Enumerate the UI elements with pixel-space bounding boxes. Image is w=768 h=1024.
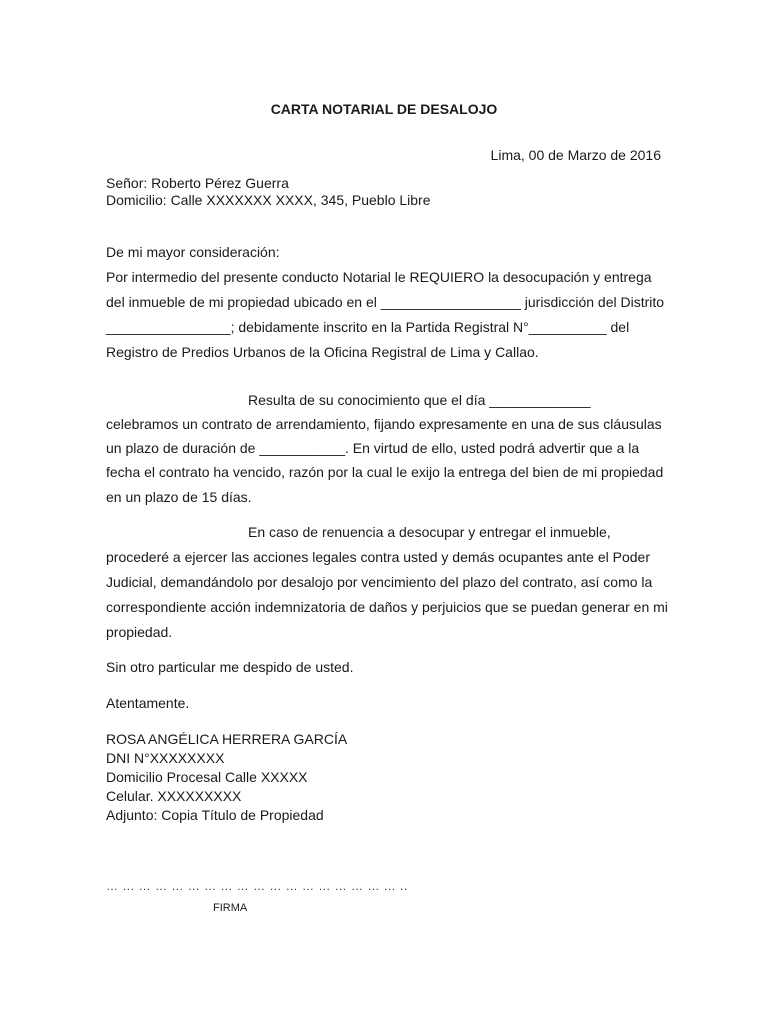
paragraph2-line: Resulta de su conocimiento que el día _____________: [248, 392, 591, 408]
paragraph1-line: Registro de Predios Urbanos de la Oficina Registral de Lima y Callao.: [106, 344, 539, 360]
closing-line: Atentamente.: [106, 695, 190, 711]
recipient-address: Domicilio: Calle XXXXXXX XXXX, 345, Pueblo Libre: [106, 192, 431, 208]
sender-attachment: Adjunto: Copia Título de Propiedad: [106, 807, 324, 823]
date-line: Lima, 00 de Marzo de 2016: [490, 147, 661, 163]
paragraph3-line: Judicial, demandándolo por desalojo por vencimiento del plazo del contrato, así como la: [106, 574, 653, 590]
sender-name: ROSA ANGÉLICA HERRERA GARCÍA: [106, 731, 348, 747]
paragraph1-line: Por intermedio del presente conducto Notarial le REQUIERO la desocupación y entrega: [106, 269, 652, 285]
signature-line: … … … … … … … … … … … … … … … … … … ..: [106, 879, 408, 893]
paragraph1-line: del inmueble de mi propiedad ubicado en el __________________ jurisdicción del Distrito: [106, 294, 665, 310]
closing-line: Sin otro particular me despido de usted.: [106, 659, 354, 675]
document-title: CARTA NOTARIAL DE DESALOJO: [270, 101, 498, 117]
sender-phone: Celular. XXXXXXXXX: [106, 788, 242, 804]
paragraph2-line: un plazo de duración de ___________. En virtud de ello, usted podrá advertir que a la: [106, 440, 640, 456]
paragraph3-line: procederé a ejercer las acciones legales contra usted y demás ocupantes ante el Poder: [106, 549, 650, 565]
paragraph3-line: correspondiente acción indemnizatoria de daños y perjuicios que se puedan generar en mi: [106, 599, 668, 615]
salutation: De mi mayor consideración:: [106, 244, 280, 260]
paragraph2-line: en un plazo de 15 días.: [106, 489, 252, 505]
sender-address: Domicilio Procesal Calle XXXXX: [106, 769, 308, 785]
signature-label: FIRMA: [213, 902, 248, 914]
sender-dni: DNI N°XXXXXXXX: [106, 750, 225, 766]
paragraph3-line: propiedad.: [106, 624, 173, 640]
paragraph1-line: ________________; debidamente inscrito en la Partida Registral N°__________ del: [106, 319, 630, 335]
recipient-name: Señor: Roberto Pérez Guerra: [106, 175, 289, 191]
paragraph2-line: celebramos un contrato de arrendamiento, fijando expresamente en una de sus cláusulas: [106, 416, 662, 432]
paragraph2-line: fecha el contrato ha vencido, razón por la cual le exijo la entrega del bien de mi propiedad: [106, 464, 664, 480]
paragraph3-line: En caso de renuencia a desocupar y entregar el inmueble,: [248, 524, 611, 540]
